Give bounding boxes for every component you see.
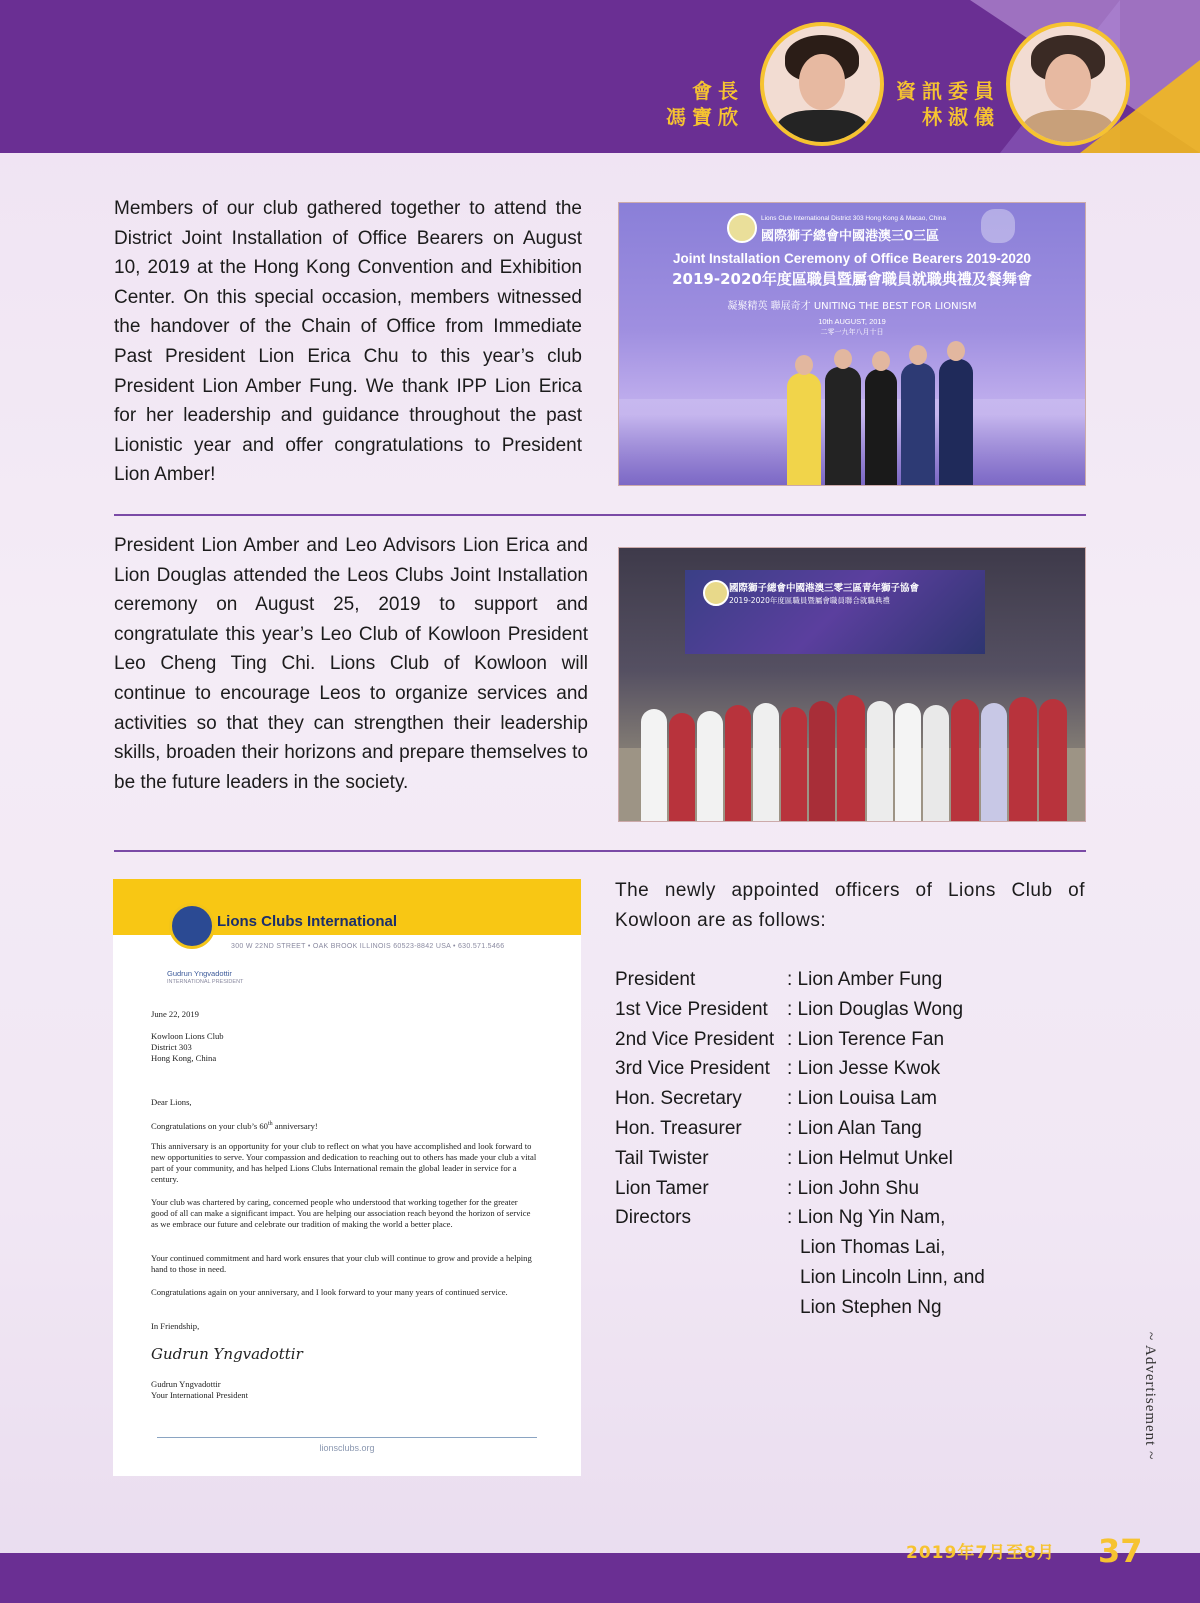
officer-row: Directors : Lion Ng Yin Nam,: [615, 1207, 946, 1229]
letter-congrats: Congratulations on your club’s 60th anniversary!: [151, 1120, 318, 1131]
officer-row: Lion Stephen Ng: [800, 1296, 942, 1318]
installation-photo: Lions Club International District 303 Hong Kong & Macao, China 國際獅子總會中國港澳三0三區 Joint Installation Ceremony of Office Bearers 2019-2020 2019-2020年度區職員暨屬會職員就職典禮及餐舞會 凝聚精英 聯展奇才 UNITING THE BEST FOR LIONISM 10th AUGUST, 2019 二零一九年八月十日: [618, 202, 1086, 486]
person: [825, 367, 861, 485]
person: [901, 363, 935, 485]
section2-text: President Lion Amber and Leo Advisors Lion Erica and Lion Douglas attended the Leos Clubs Joint Installation ceremony on August 25, 2019 to support and congratulate this year’s Leo Club of Kowloon President Leo Cheng Ting Chi. Lions Club of Kowloon will continue to encourage Leos to organize services and activities so that they can strengthen their leadership skills, broaden their horizons and prepare themselves to be the future leaders in the society.: [114, 535, 588, 793]
signature: Gudrun Yngvadottir: [151, 1345, 303, 1363]
officer-row: 3rd Vice President : Lion Jesse Kwok: [615, 1058, 941, 1080]
section-divider: [114, 514, 1086, 516]
officer-row: Lion Lincoln Linn, and: [800, 1267, 985, 1288]
officer-row: Lion Thomas Lai,: [800, 1237, 946, 1259]
section-divider: [114, 850, 1086, 852]
person: [641, 709, 667, 821]
officer-row: Hon. Treasurer : Lion Alan Tang: [615, 1118, 922, 1139]
officer-row: Tail Twister : Lion Helmut Unkel: [615, 1147, 953, 1169]
person: [1039, 699, 1067, 821]
leo-installation-photo: 國際獅子總會中國港澳三零三區青年獅子協會 2019-2020年度區職員暨屬會職員聯合就職典禮: [618, 547, 1086, 822]
letter-recipient: Kowloon Lions Club District 303 Hong Kong, China: [151, 1031, 224, 1063]
person: [951, 699, 979, 821]
person: [669, 713, 695, 821]
president-portrait: [760, 22, 884, 146]
officer-row: Lion Tamer : Lion John Shu: [615, 1177, 920, 1199]
person: [781, 707, 807, 821]
person: [697, 711, 723, 821]
lions-emblem-icon: [703, 580, 729, 606]
section1-text: Members of our club gathered together to attend the District Joint Installation of Office Bearers on August 10, 2019 at the Hong Kong Convention and Exhibition Center. On this special occasion, members witnessed the handover of the Chain of Office from Immediate Past President Lion Erica Chu to this year’s club President Lion Amber Fung. We thank IPP Lion Erica for her leadership and guidance throughout the past Lionistic year and offer congratulations to President Lion Amber!: [114, 198, 582, 486]
page-number: 37: [1098, 1532, 1143, 1570]
person: [753, 703, 779, 821]
person: [837, 695, 865, 821]
lion-head-icon: [981, 209, 1015, 243]
officer-label: 資訊委員 林淑儀: [896, 79, 1000, 129]
person: [1009, 697, 1037, 821]
advertisement-label: ~ Advertisement ~: [1142, 1332, 1158, 1461]
issue-date: 2019年7月至8月: [906, 1543, 1055, 1563]
person: [787, 373, 821, 485]
person: [895, 703, 921, 821]
person: [725, 705, 751, 821]
person: [809, 701, 835, 821]
person: [865, 369, 897, 485]
officer-row: Hon. Secretary : Lion Louisa Lam: [615, 1088, 937, 1110]
lions-logo-icon: [169, 903, 215, 949]
officers-list: [615, 965, 1095, 1325]
officer-row: 2nd Vice President : Lion Terence Fan: [615, 1028, 945, 1050]
person: [981, 703, 1007, 821]
person: [867, 701, 893, 821]
president-label: 會長 馮寶欣: [666, 79, 744, 129]
anniversary-letter: Lions Clubs International 300 W 22ND STREET • OAK BROOK ILLINOIS 60523-8842 USA • 630.571.5466 Gudrun Yngvadottir INTERNATIONAL PRESIDENT June 22, 2019 Kowloon Lions Club District 303 Hong Kong, China Dear Lions, Congratulations on your club’s 60th anniversary! This anniversary is an opportunity for your club to reflect on what you have accomplished and look forward to new opportunities to serve. Your compassion and dedication to reaching out to others has made your club a vital part of your community, and has helped Lions Clubs International remain the global leader in service for a century. Your club was chartered by caring, concerned people who understood that working together for the greater good of all can make a significant impact. You are helping our association reach beyond the horizon of service as we embrace our future and celebrate our tradition of making the world a better place. Your continued commitment and hard work ensures that your club will continue to grow and provide a helping hand to those in need. Congratulations again on your anniversary, and I look forward to your many years of continued service. In Friendship, Gudrun Yngvadottir Gudrun Yngvadottir Your International President lionsclubs.org: [113, 879, 581, 1476]
officer-row: 1st Vice President : Lion Douglas Wong: [615, 998, 964, 1020]
officer-row: President : Lion Amber Fung: [615, 969, 943, 990]
officers-intro: The newly appointed officers of Lions Club of Kowloon are as follows:: [615, 880, 1085, 931]
lions-emblem-icon: [727, 213, 757, 243]
officer-portrait: [1006, 22, 1130, 146]
person: [939, 359, 973, 485]
person: [923, 705, 949, 821]
